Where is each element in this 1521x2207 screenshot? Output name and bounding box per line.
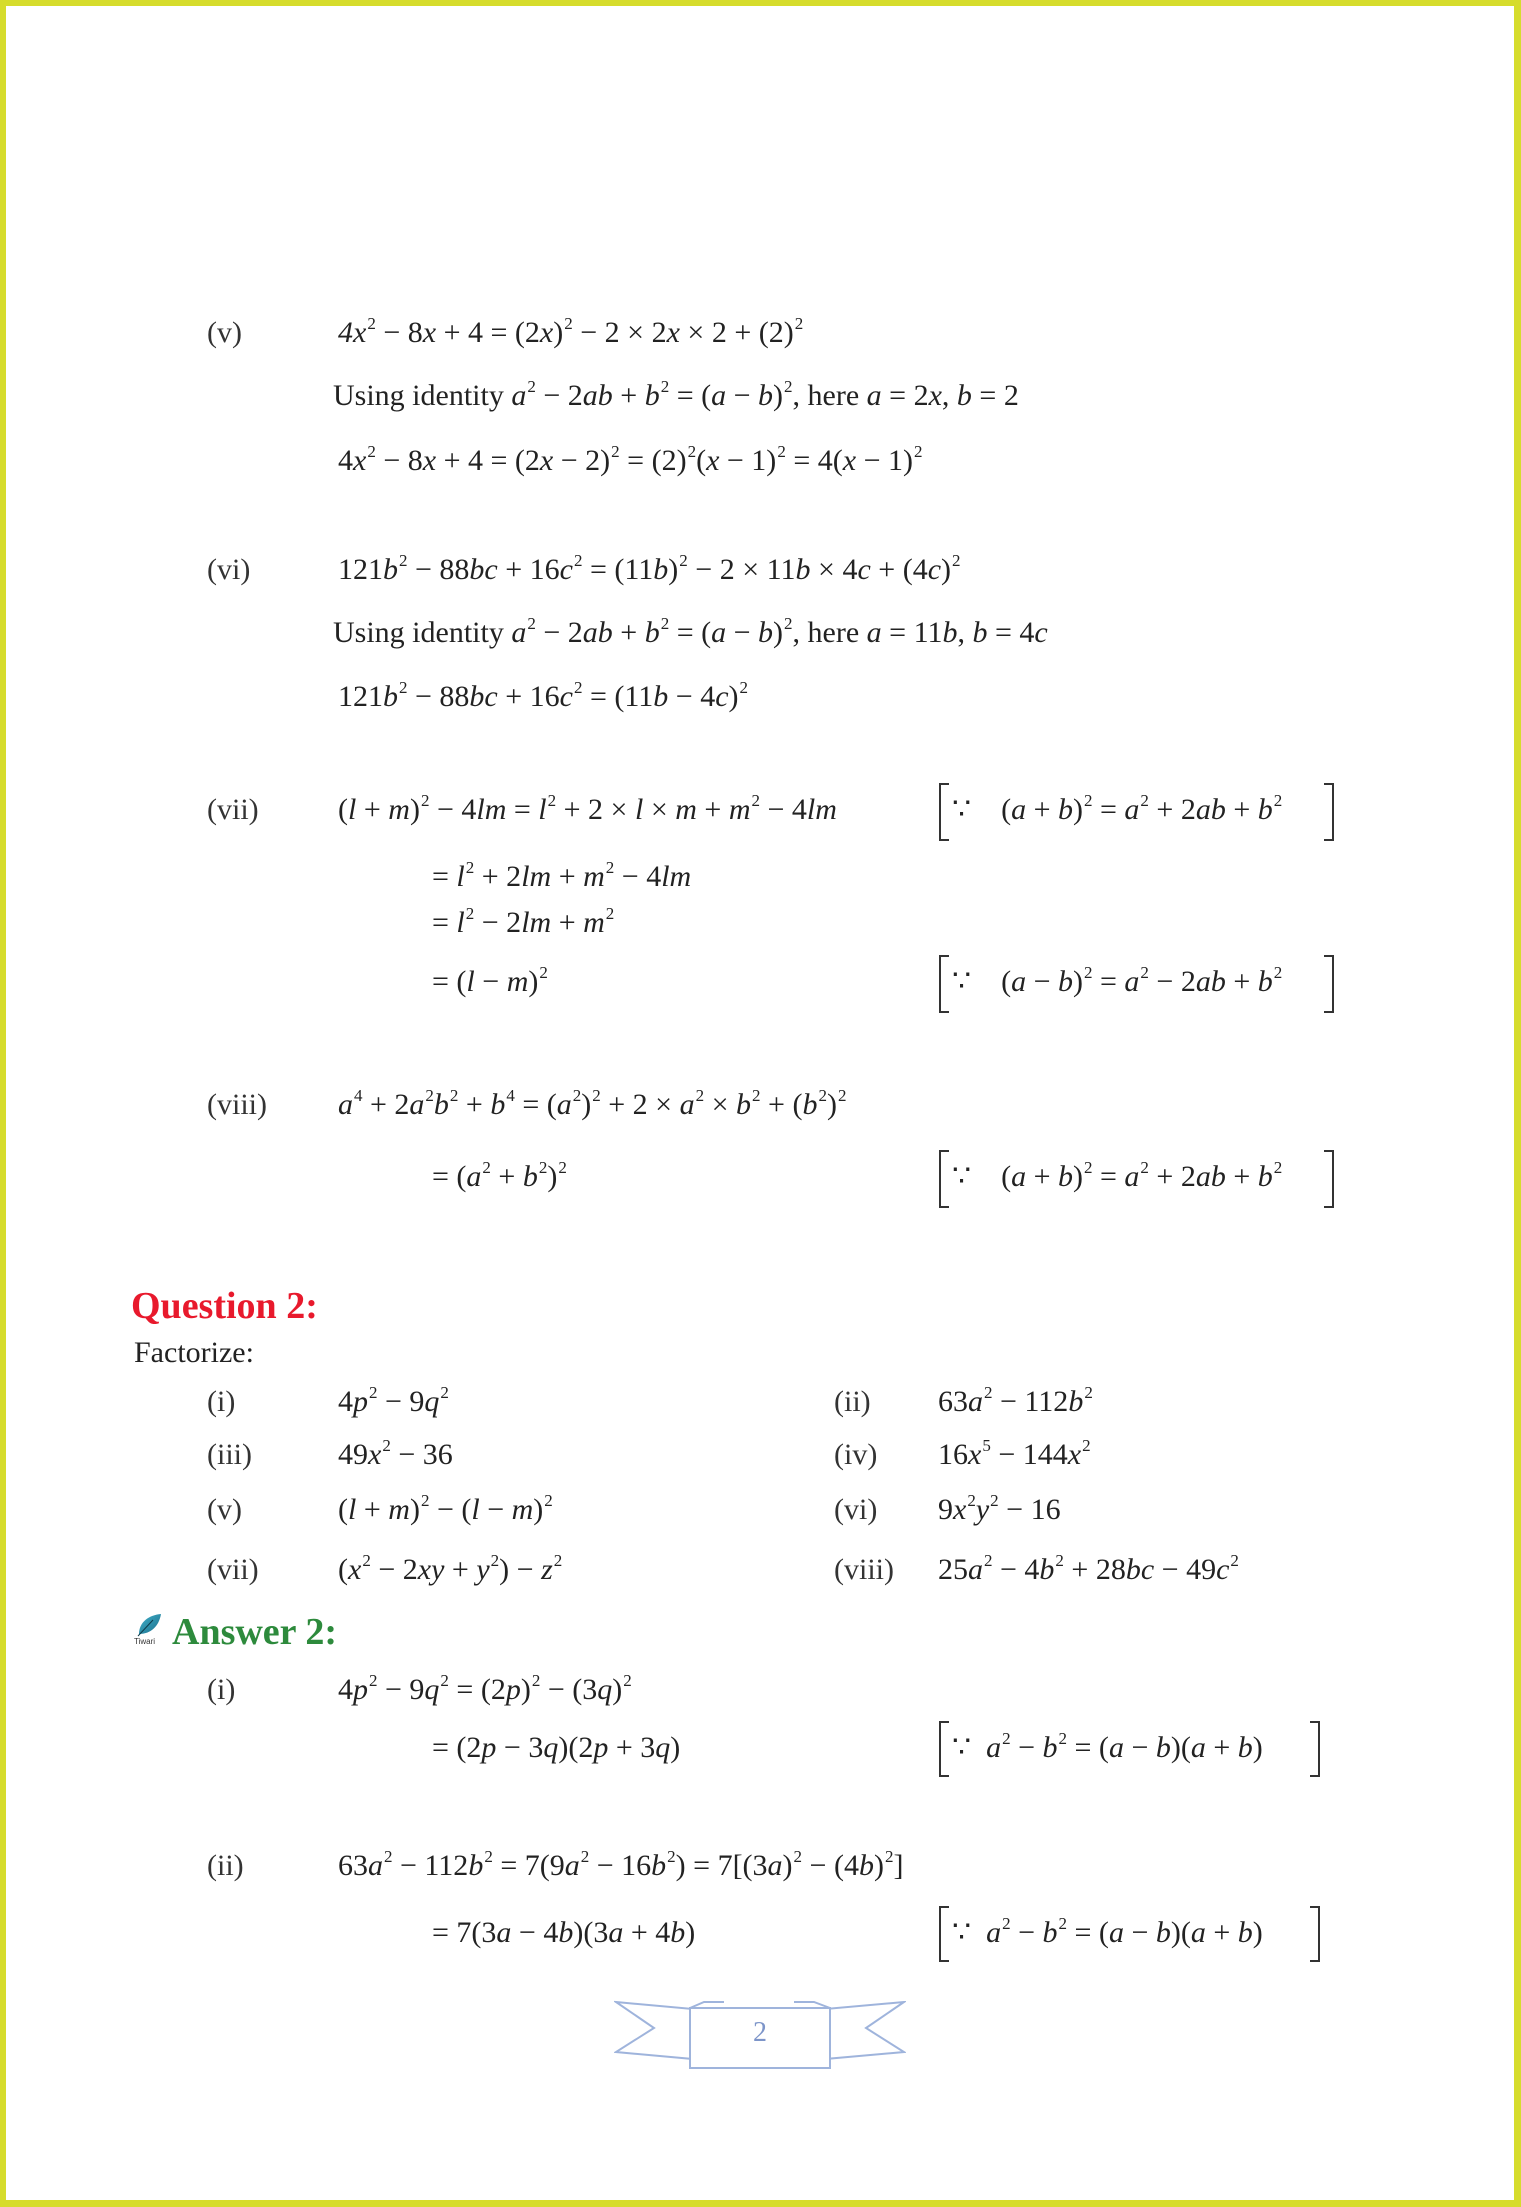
q2-item-expr-viii: $25a^2 - 4b^2 + 28bc - 49c^2$: [938, 1551, 1239, 1586]
q2-item-expr-vii: $(x^2 - 2xy + y^2) - z^2$: [338, 1551, 563, 1586]
note-bracket-right: [1324, 783, 1334, 841]
note-bracket-left: [939, 955, 949, 1013]
identity-note-viii: ∵ $(a + b)^2 = a^2 + 2ab + b^2$: [952, 1158, 1283, 1193]
note-bracket-left: [939, 1721, 949, 1777]
page-number: 2: [753, 2017, 767, 2048]
q2-item-expr-iii: $49x^2 - 36$: [338, 1436, 453, 1471]
question-2-instruction: Factorize:: [134, 1336, 254, 1369]
answer-2-heading: Answer 2:: [172, 1611, 338, 1653]
answer-i-line-2: = (2p − 3q)(2p + 3q): [432, 1731, 681, 1764]
tiwari-logo-icon: [133, 1612, 163, 1646]
answer-i-line-1: $4p^2 - 9q^2 = (2p)^2 - (3q)^2$: [338, 1671, 632, 1706]
part-vi-line-3: $121b^2 - 88bc + 16c^2 = (11b - 4c)^2$: [338, 678, 749, 713]
part-label-vii: (vii): [207, 793, 259, 826]
part-vii-line-2: = $l^2 + 2lm + m^2 - 4lm$: [432, 858, 692, 893]
part-v-line-2: Using identity $a^2 - 2ab + b^2 = (a - b)^2$, here a = 2x, b = 2: [333, 377, 1019, 412]
svg-text:Tiwari: Tiwari: [134, 1637, 156, 1646]
q2-item-expr-vi: $9x^2y^2 - 16$: [938, 1491, 1061, 1526]
answer-part-label-ii: (ii): [207, 1849, 244, 1882]
part-vii-line-1: $(l + m)^2 - 4lm = l^2 + 2 \times l \times m + m^2 - 4lm$: [338, 791, 837, 826]
part-v-line-1: $4x^2 - 8x + 4 = (2x)^2 - 2 \times 2x \times 2 + (2)^2$: [338, 314, 804, 349]
note-bracket-left: [939, 1906, 949, 1962]
q2-item-label-vi: (vi): [834, 1493, 878, 1526]
part-label-v: (v): [207, 316, 242, 349]
identity-note-vii-1: ∵ $(a + b)^2 = a^2 + 2ab + b^2$: [952, 791, 1283, 826]
note-bracket-left: [939, 1150, 949, 1208]
q2-item-label-viii: (viii): [834, 1553, 894, 1586]
answer-ii-line-1: $63a^2 - 112b^2 = 7(9a^2 - 16b^2) = 7[(3a)^2 - (4b)^2]$: [338, 1847, 904, 1882]
part-label-viii: (viii): [207, 1088, 267, 1121]
identity-note-ans-ii: ∵ $a^2 - b^2 = (a - b)(a + b)$: [952, 1914, 1263, 1949]
part-vi-line-1: $121b^2 - 88bc + 16c^2 = (11b)^2 - 2 \times 11b \times 4c + (4c)^2$: [338, 551, 961, 586]
q2-item-label-ii: (ii): [834, 1385, 871, 1418]
part-viii-line-1: $a^4 + 2a^2b^2 + b^4 = (a^2)^2 + 2 \times a^2 \times b^2 + (b^2)^2$: [338, 1086, 847, 1121]
note-bracket-right: [1324, 1150, 1334, 1208]
q2-item-expr-i: $4p^2 - 9q^2$: [338, 1383, 449, 1418]
q2-item-label-iv: (iv): [834, 1438, 878, 1471]
q2-item-expr-iv: $16x^5 - 144x^2$: [938, 1436, 1091, 1471]
q2-item-label-i: (i): [207, 1385, 236, 1418]
part-vii-line-3: = $l^2 - 2lm + m^2$: [432, 904, 615, 939]
q2-item-expr-ii: $63a^2 - 112b^2$: [938, 1383, 1093, 1418]
q2-item-label-v: (v): [207, 1493, 242, 1526]
q2-item-label-iii: (iii): [207, 1438, 252, 1471]
question-2-heading: Question 2:: [131, 1285, 318, 1327]
identity-note-vii-2: ∵ $(a - b)^2 = a^2 - 2ab + b^2$: [952, 963, 1283, 998]
part-v-line-3: $4x^2 - 8x + 4 = (2x - 2)^2 = (2)^2(x - 1)^2 = 4(x - 1)^2$: [338, 442, 923, 477]
note-bracket-right: [1324, 955, 1334, 1013]
part-vii-line-4: = $(l - m)^2$: [432, 963, 548, 998]
answer-part-label-i: (i): [207, 1673, 236, 1706]
part-viii-line-2: = $(a^2 + b^2)^2$: [432, 1158, 567, 1193]
q2-item-label-vii: (vii): [207, 1553, 259, 1586]
note-bracket-right: [1310, 1906, 1320, 1962]
part-vi-line-2: Using identity $a^2 - 2ab + b^2 = (a - b)^2$, here a = 11b, b = 4c: [333, 614, 1048, 649]
answer-ii-line-2: = 7(3a − 4b)(3a + 4b): [432, 1916, 696, 1949]
note-bracket-right: [1310, 1721, 1320, 1777]
part-label-vi: (vi): [207, 553, 251, 586]
identity-note-ans-i: ∵ $a^2 - b^2 = (a - b)(a + b)$: [952, 1729, 1263, 1764]
note-bracket-left: [939, 783, 949, 841]
q2-item-expr-v: $(l + m)^2 - (l - m)^2$: [338, 1491, 553, 1526]
